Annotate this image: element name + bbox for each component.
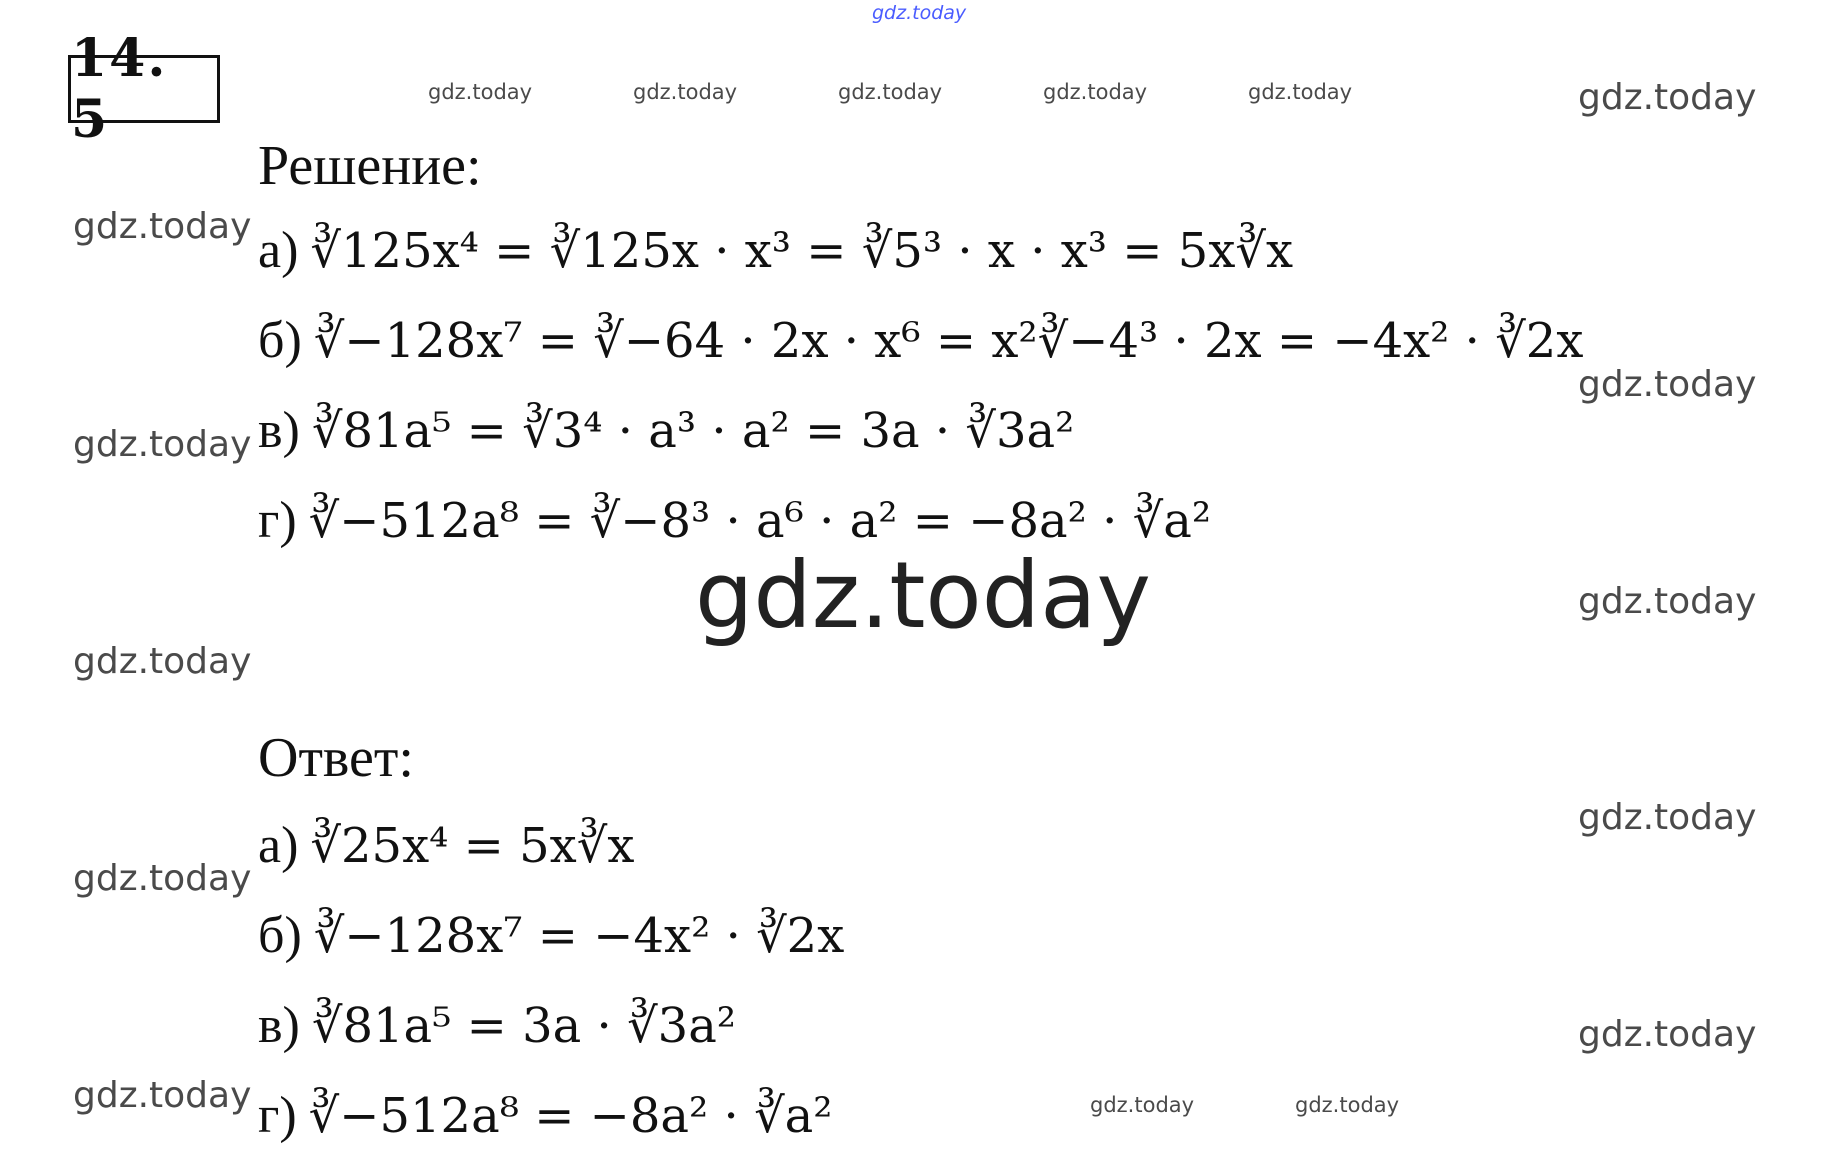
answer-line-a [258,817,635,874]
watermark: gdz.today [1295,1093,1400,1117]
answer-line-b [258,907,845,964]
watermark: gdz.today [1578,364,1757,405]
watermark-large: gdz.today [695,542,1151,649]
math-expression: ∛81a⁵ = 3a · ∛3a² [311,998,737,1054]
watermark: gdz.today [1090,1093,1195,1117]
watermark: gdz.today [633,80,738,104]
solution-line-a [258,222,1294,279]
watermark: gdz.today [73,1075,252,1116]
watermark: gdz.today [1578,581,1757,622]
answer-line-g [258,1087,833,1144]
solution-line-v [258,402,1075,459]
item-label: а) [258,817,299,874]
solution-line-b [258,312,1584,369]
item-label: в) [258,402,300,459]
task-number: 14. 5 [68,55,220,123]
math-expression: ∛−512a⁸ = ∛−8³ · a⁶ · a² = −8a² · ∛a² [308,493,1212,549]
math-expression: ∛−128x⁷ = −4x² · ∛2x [313,908,845,964]
watermark: gdz.today [838,80,943,104]
watermark: gdz.today [428,80,533,104]
watermark: gdz.today [1043,80,1148,104]
answer-line-v [258,997,737,1054]
solution-heading: Решение: [258,135,482,197]
math-expression: ∛25x⁴ = 5x∛x [310,818,635,874]
watermark: gdz.today [1248,80,1353,104]
item-label: а) [258,222,299,279]
item-label: б) [258,907,302,964]
math-expression: ∛−512a⁸ = −8a² · ∛a² [308,1088,833,1144]
answer-heading: Ответ: [258,727,414,789]
solution-line-g [258,492,1212,549]
item-label: г) [258,1087,297,1144]
watermark: gdz.today [73,858,252,899]
item-label: в) [258,997,300,1054]
math-expression: ∛81a⁵ = ∛3⁴ · a³ · a² = 3a · ∛3a² [311,403,1075,459]
watermark: gdz.today [73,641,252,682]
watermark: gdz.today [73,206,252,247]
watermark: gdz.today [1578,77,1757,118]
item-label: г) [258,492,297,549]
math-expression: ∛−128x⁷ = ∛−64 · 2x · x⁶ = x²∛−4³ · 2x = −4x² · ∛2x [313,313,1584,369]
watermark-top: gdz.today [872,2,967,24]
watermark: gdz.today [1578,797,1757,838]
watermark: gdz.today [73,424,252,465]
watermark: gdz.today [1578,1014,1757,1055]
item-label: б) [258,312,302,369]
math-expression: ∛125x⁴ = ∛125x · x³ = ∛5³ · x · x³ = 5x∛x [310,223,1294,279]
